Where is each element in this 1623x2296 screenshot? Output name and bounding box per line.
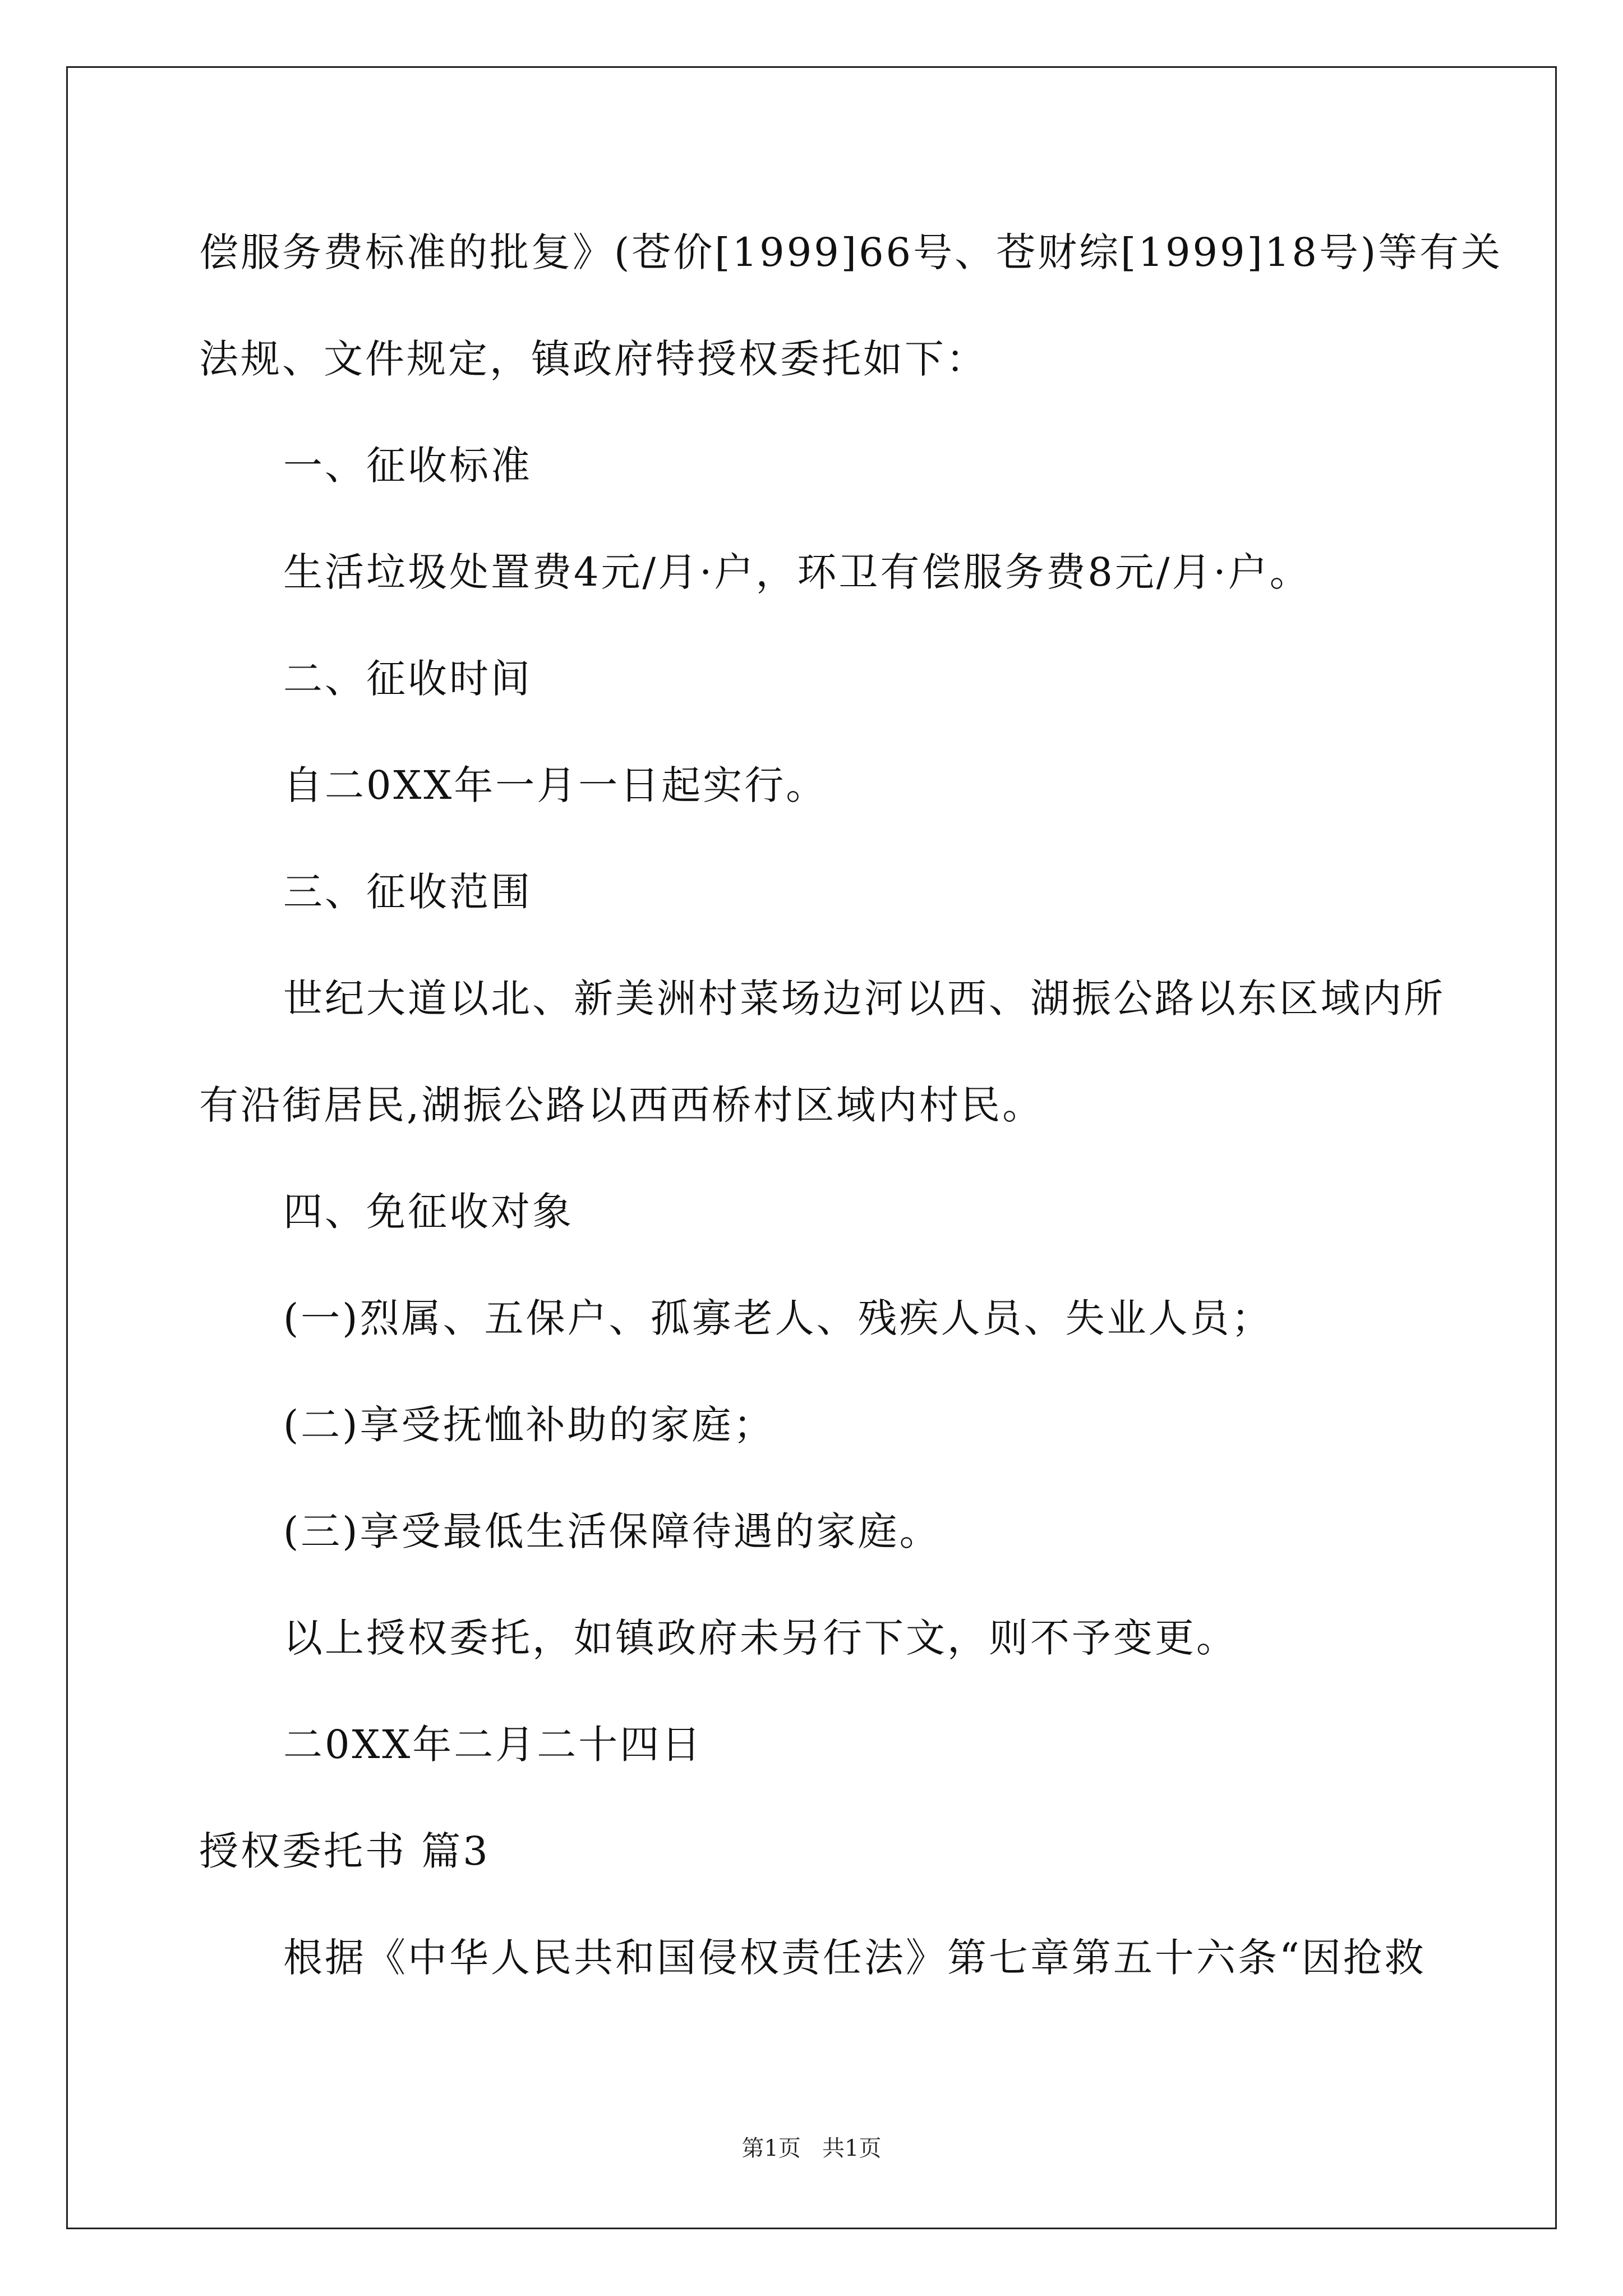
text-line: 生活垃圾处置费4元/月·户，环卫有偿服务费8元/月·户。 (283, 549, 1311, 595)
article-title: 授权委托书 篇3 (199, 1828, 490, 1874)
text-line: 偿服务费标准的批复》(苍价[1999]66号、苍财综[1999]18号)等有关 (199, 229, 1503, 275)
list-item: (一)烈属、五保户、孤寡老人、残疾人员、失业人员； (283, 1295, 1273, 1341)
text-line: 以上授权委托，如镇政府未另行下文，则不予变更。 (283, 1615, 1238, 1661)
text-line: 世纪大道以北、新美洲村菜场边河以西、湖振公路以东区域内所 (283, 976, 1445, 1022)
text-line: 根据《中华人民共和国侵权责任法》第七章第五十六条“因抢救 (283, 1935, 1426, 1981)
section-heading-3: 三、征收范围 (283, 869, 532, 915)
page-number-footer: 第1页 共1页 (741, 2136, 882, 2161)
text-line: 有沿街居民,湖振公路以西西桥村区域内村民。 (199, 1082, 1044, 1128)
section-heading-2: 二、征收时间 (283, 656, 532, 702)
text-line: 法规、文件规定，镇政府特授权委托如下： (199, 336, 988, 382)
text-line: 自二0XX年一月一日起实行。 (283, 762, 828, 808)
date-line: 二0XX年二月二十四日 (283, 1722, 703, 1768)
page-border (66, 66, 1557, 2229)
list-item: (二)享受抚恤补助的家庭； (283, 1402, 775, 1448)
section-heading-4: 四、免征收对象 (283, 1189, 574, 1235)
list-item: (三)享受最低生活保障待遇的家庭。 (283, 1508, 941, 1554)
section-heading-1: 一、征收标准 (283, 443, 532, 489)
